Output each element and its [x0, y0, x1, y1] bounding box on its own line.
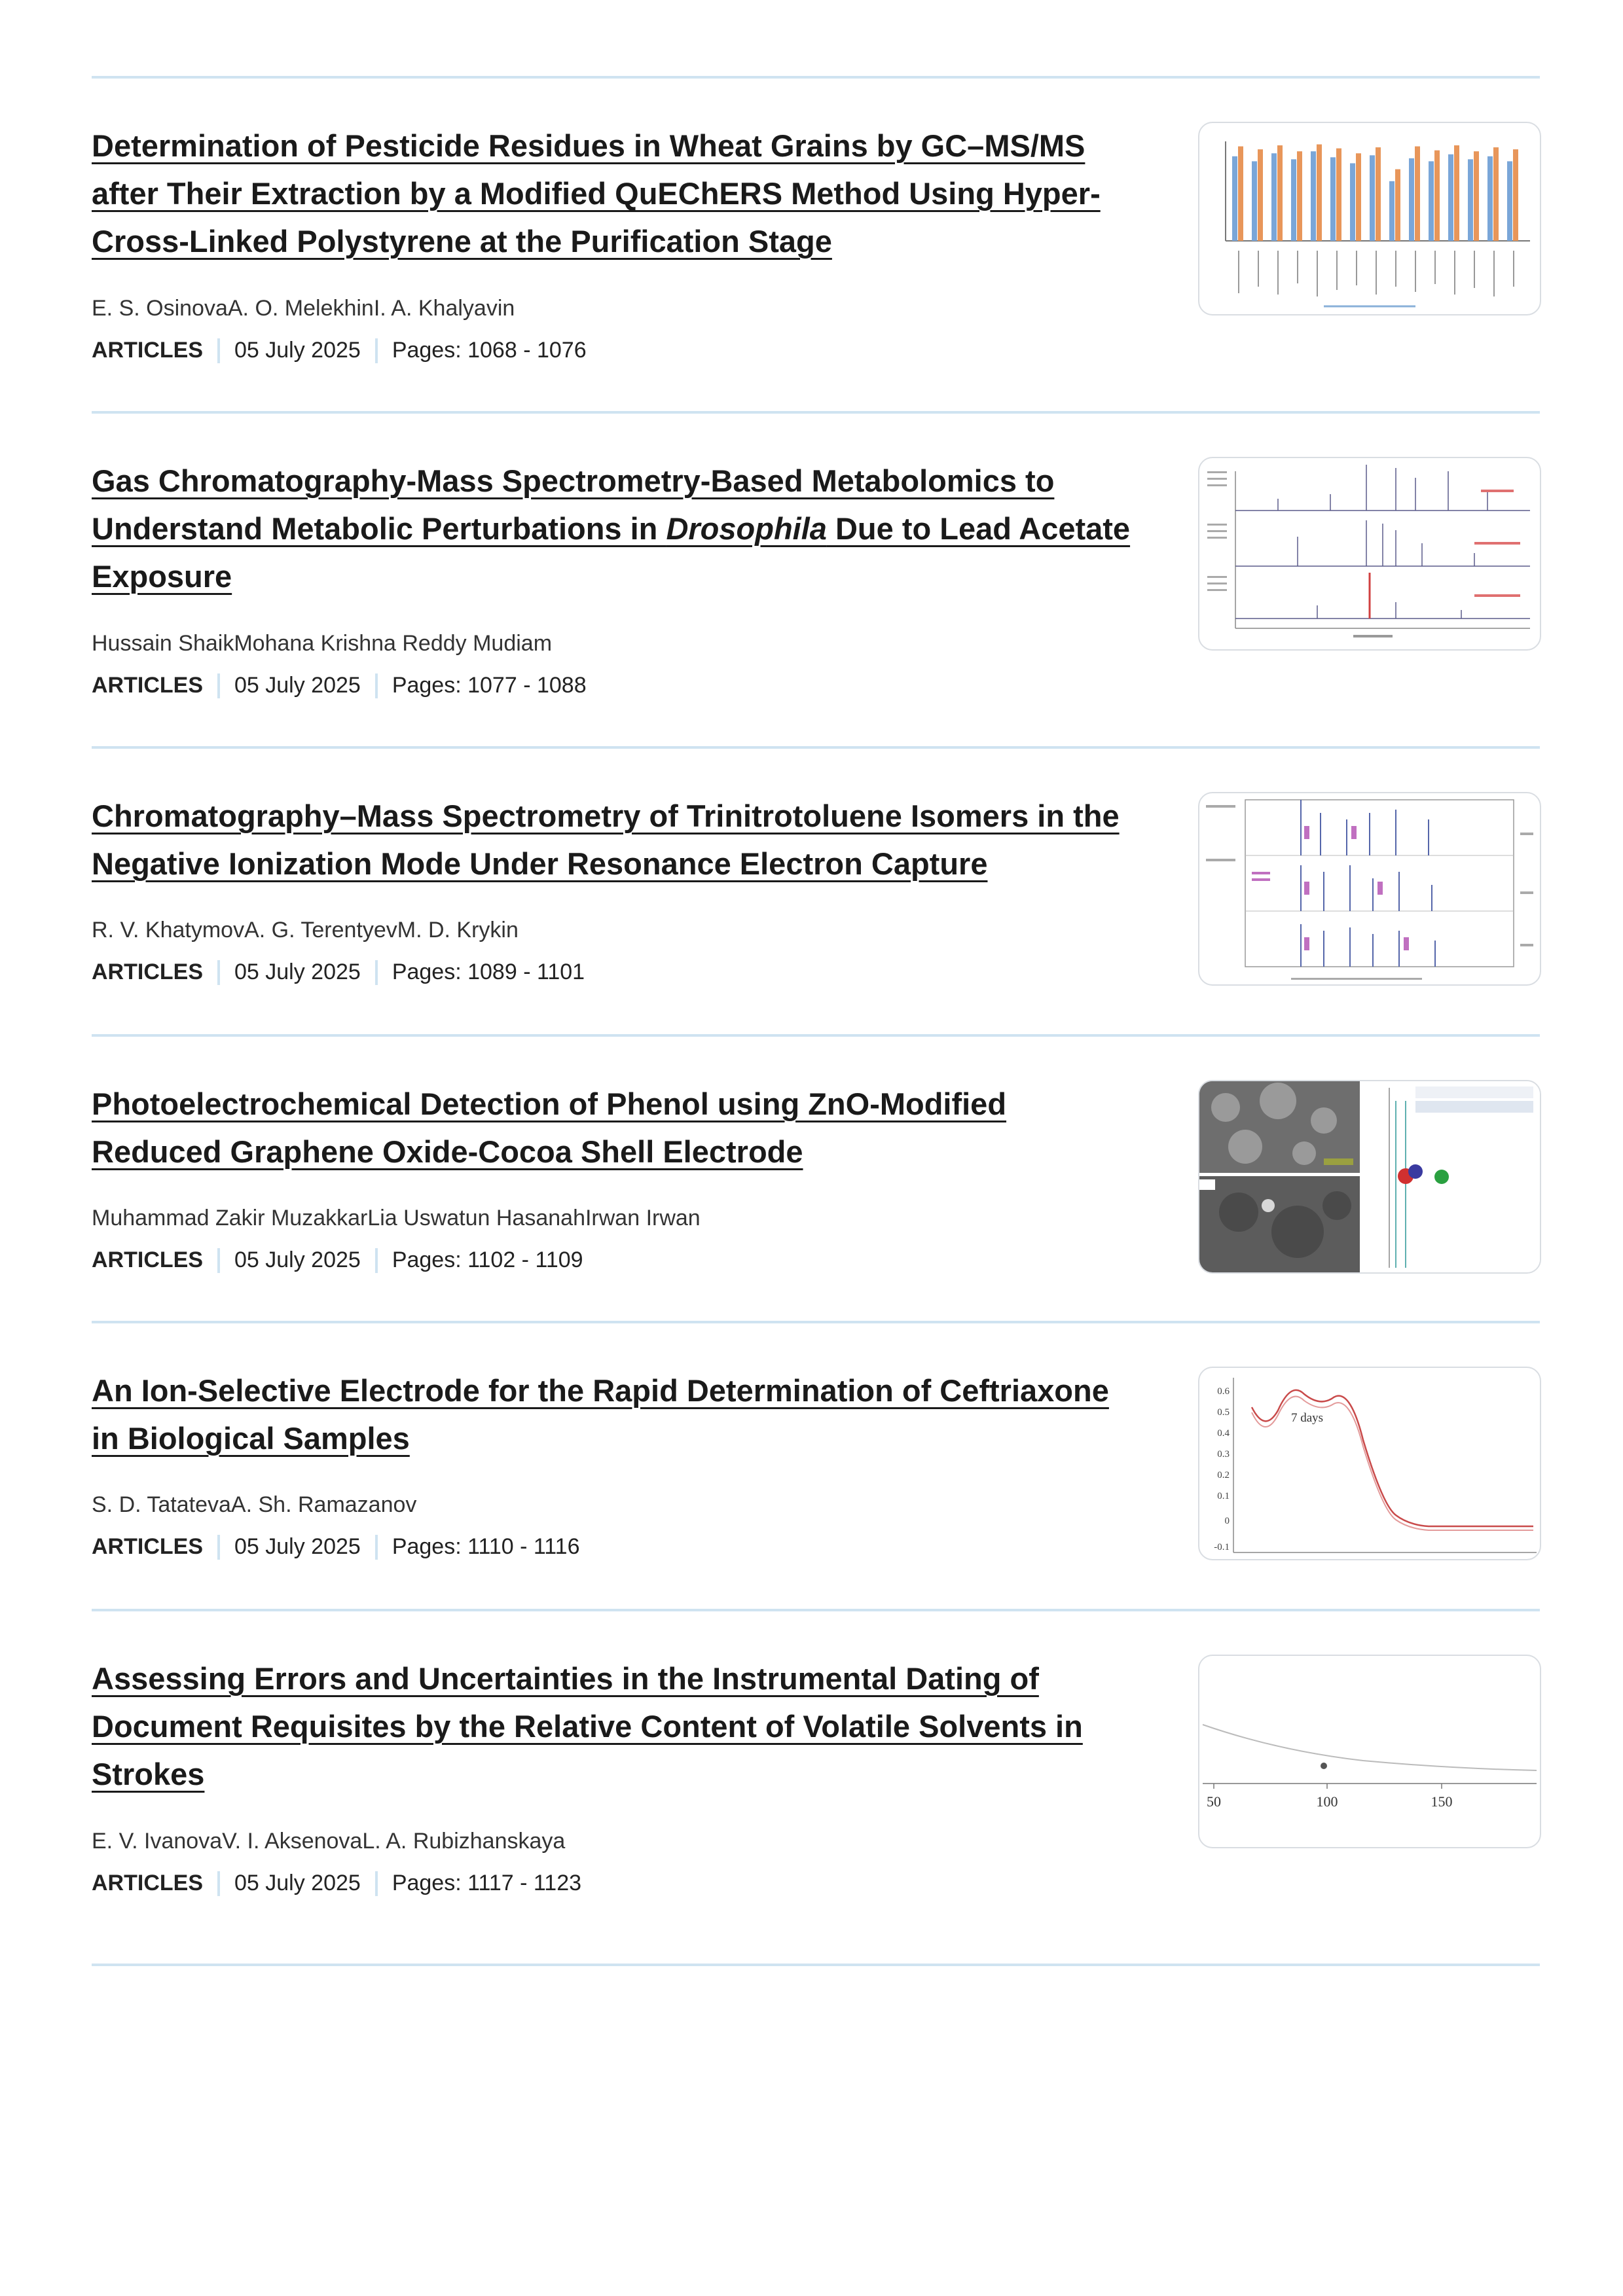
- article-authors: R. V. KhatymovA. G. TerentyevM. D. Krykin: [92, 918, 519, 942]
- meta-separator: [217, 1535, 220, 1560]
- article-title-link[interactable]: Chromatography–Mass Spectrometry of Trinitrotoluene Isomers in the Negative Ionization Mode Under Resonance Electron Capture: [92, 798, 1120, 881]
- article-thumbnail[interactable]: [1198, 457, 1541, 651]
- thumbnail-bar: [1258, 149, 1263, 241]
- article-meta: [92, 673, 587, 698]
- meta-separator: [375, 1248, 378, 1273]
- mass-spectrum-figure: [1199, 793, 1540, 984]
- decay-curve-figure: [1199, 1656, 1540, 1847]
- article-thumbnail[interactable]: [1198, 1367, 1541, 1560]
- y-tick-label: 0: [1224, 1516, 1230, 1526]
- meta-separator: [217, 960, 220, 985]
- thumbnail-bar: [1395, 170, 1400, 241]
- bar-chart-figure: [1199, 123, 1540, 314]
- article-type: ARTICLES: [92, 1247, 203, 1272]
- article-authors: Muhammad Zakir MuzakkarLia Uswatun HasanahIrwan Irwan: [92, 1206, 701, 1230]
- article-pages: Pages: 1102 - 1109: [392, 1247, 583, 1272]
- article-item: [92, 1080, 1540, 1329]
- x-tick-label: 50: [1207, 1793, 1221, 1810]
- thumbnail-bar: [1507, 161, 1512, 241]
- thumbnail-bar: [1317, 145, 1322, 241]
- meta-separator: [375, 338, 378, 363]
- article-type: ARTICLES: [92, 1871, 203, 1895]
- article-item: [92, 457, 1540, 751]
- thumbnail-bar: [1336, 149, 1341, 241]
- thumbnail-bar: [1493, 147, 1499, 241]
- thumbnail-bar: [1389, 181, 1395, 241]
- divider: [92, 411, 1540, 414]
- thumbnail-bar: [1232, 156, 1237, 241]
- article-pages: Pages: 1068 - 1076: [392, 338, 587, 363]
- line-plot-figure: [1199, 1368, 1540, 1559]
- thumbnail-bar: [1474, 151, 1479, 241]
- article-title-link[interactable]: Assessing Errors and Uncertainties in the Instrumental Dating of Document Requisites by the Relative Content of Volatile Solvents in Strokes: [92, 1661, 1083, 1791]
- article-title-italic: Drosophila: [666, 511, 827, 546]
- meta-separator: [375, 673, 378, 698]
- article-meta: [92, 960, 585, 985]
- thumbnail-bar: [1468, 159, 1473, 241]
- article-meta: [92, 1534, 580, 1560]
- meta-separator: [375, 960, 378, 985]
- thumbnail-bar: [1429, 161, 1434, 241]
- thumbnail-bar: [1513, 149, 1518, 241]
- meta-separator: [375, 1535, 378, 1560]
- article-authors: E. V. IvanovaV. I. AksenovaL. A. Rubizhanskaya: [92, 1829, 566, 1854]
- article-title-link[interactable]: Photoelectrochemical Detection of Phenol using ZnO-Modified Reduced Graphene Oxide-Cocoa Shell Electrode: [92, 1086, 1007, 1169]
- divider: [92, 76, 1540, 79]
- y-tick-label: 0.5: [1217, 1407, 1230, 1418]
- thumbnail-bar: [1252, 161, 1257, 241]
- article-title: [92, 1367, 1139, 1462]
- x-tick-label: 100: [1316, 1793, 1338, 1810]
- article-meta: [92, 338, 587, 363]
- thumbnail-bar: [1271, 153, 1277, 241]
- divider: [92, 1321, 1540, 1323]
- article-type: ARTICLES: [92, 1534, 203, 1559]
- meta-separator: [217, 1871, 220, 1896]
- thumbnail-bar: [1297, 151, 1302, 241]
- article-pages: Pages: 1077 - 1088: [392, 673, 587, 698]
- article-title: [92, 1080, 1139, 1175]
- divider: [92, 746, 1540, 749]
- meta-separator: [217, 1248, 220, 1273]
- article-meta: [92, 1871, 581, 1896]
- thumbnail-bar: [1376, 147, 1381, 241]
- article-title: [92, 792, 1139, 888]
- article-thumbnail[interactable]: [1198, 122, 1541, 315]
- article-title: [92, 457, 1139, 600]
- article-item: [92, 122, 1540, 416]
- meta-separator: [375, 1871, 378, 1896]
- article-item: [92, 1367, 1540, 1615]
- thumbnail-bar: [1487, 156, 1493, 241]
- sem-micrograph-figure: [1199, 1081, 1540, 1272]
- thumbnail-bar: [1448, 154, 1453, 241]
- article-item: [92, 1655, 1540, 1949]
- article-authors: S. D. TatatevaA. Sh. Ramazanov: [92, 1492, 417, 1517]
- thumbnail-bar: [1370, 155, 1375, 241]
- thumbnail-bar: [1454, 145, 1459, 241]
- y-tick-label: 0.4: [1217, 1428, 1230, 1439]
- divider: [92, 1034, 1540, 1037]
- thumbnail-bar: [1350, 163, 1355, 241]
- article-pages: Pages: 1117 - 1123: [392, 1871, 582, 1895]
- article-type: ARTICLES: [92, 338, 203, 363]
- article-title-link[interactable]: Gas Chromatography-Mass Spectrometry-Based Metabolomics to Understand Metabolic Perturbations in Drosophila Due to Lead Acetate Exposure: [92, 463, 1131, 594]
- plot-annotation: 7 days: [1291, 1411, 1324, 1425]
- article-pages: Pages: 1089 - 1101: [392, 960, 585, 984]
- chromatogram-figure: [1199, 458, 1540, 649]
- article-title-link[interactable]: An Ion-Selective Electrode for the Rapid Determination of Ceftriaxone in Biological Samples: [92, 1373, 1109, 1456]
- y-tick-label: 0.1: [1217, 1491, 1230, 1501]
- meta-separator: [217, 673, 220, 698]
- article-date: 05 July 2025: [234, 338, 361, 363]
- article-authors: E. S. OsinovaA. O. MelekhinI. A. Khalyavin: [92, 296, 515, 321]
- y-tick-label: 0.3: [1217, 1449, 1230, 1460]
- divider: [92, 1609, 1540, 1611]
- article-thumbnail[interactable]: [1198, 792, 1541, 986]
- x-tick-label: 150: [1431, 1793, 1453, 1810]
- thumbnail-bar: [1311, 151, 1316, 241]
- article-date: 05 July 2025: [234, 1534, 361, 1559]
- thumbnail-bar: [1409, 158, 1414, 241]
- article-date: 05 July 2025: [234, 960, 361, 984]
- thumbnail-bar: [1415, 147, 1420, 241]
- article-title: [92, 122, 1139, 265]
- y-tick-label: -0.1: [1214, 1542, 1230, 1552]
- thumbnail-bar: [1330, 157, 1336, 241]
- article-item: [92, 792, 1540, 1041]
- article-title-link[interactable]: Determination of Pesticide Residues in Wheat Grains by GC–MS/MS after Their Extraction by a Modified QuEChERS Method Using Hyper-Cross-Linked Polystyrene at the Purification Stage: [92, 128, 1101, 259]
- article-pages: Pages: 1110 - 1116: [392, 1534, 580, 1559]
- divider: [92, 1964, 1540, 1966]
- article-type: ARTICLES: [92, 960, 203, 984]
- y-tick-label: 0.6: [1217, 1386, 1230, 1397]
- meta-separator: [217, 338, 220, 363]
- article-thumbnail[interactable]: [1198, 1655, 1541, 1848]
- y-tick-label: 0.2: [1217, 1470, 1230, 1480]
- thumbnail-bar: [1277, 145, 1283, 241]
- article-date: 05 July 2025: [234, 1871, 361, 1895]
- article-type: ARTICLES: [92, 673, 203, 698]
- article-title: [92, 1655, 1139, 1798]
- article-meta: [92, 1247, 583, 1273]
- article-thumbnail[interactable]: [1198, 1080, 1541, 1274]
- article-date: 05 July 2025: [234, 1247, 361, 1272]
- article-date: 05 July 2025: [234, 673, 361, 698]
- thumbnail-bar: [1434, 151, 1440, 241]
- thumbnail-bar: [1291, 159, 1296, 241]
- thumbnail-bar: [1238, 147, 1243, 241]
- thumbnail-bar: [1356, 153, 1361, 241]
- article-authors: Hussain ShaikMohana Krishna Reddy Mudiam: [92, 631, 553, 656]
